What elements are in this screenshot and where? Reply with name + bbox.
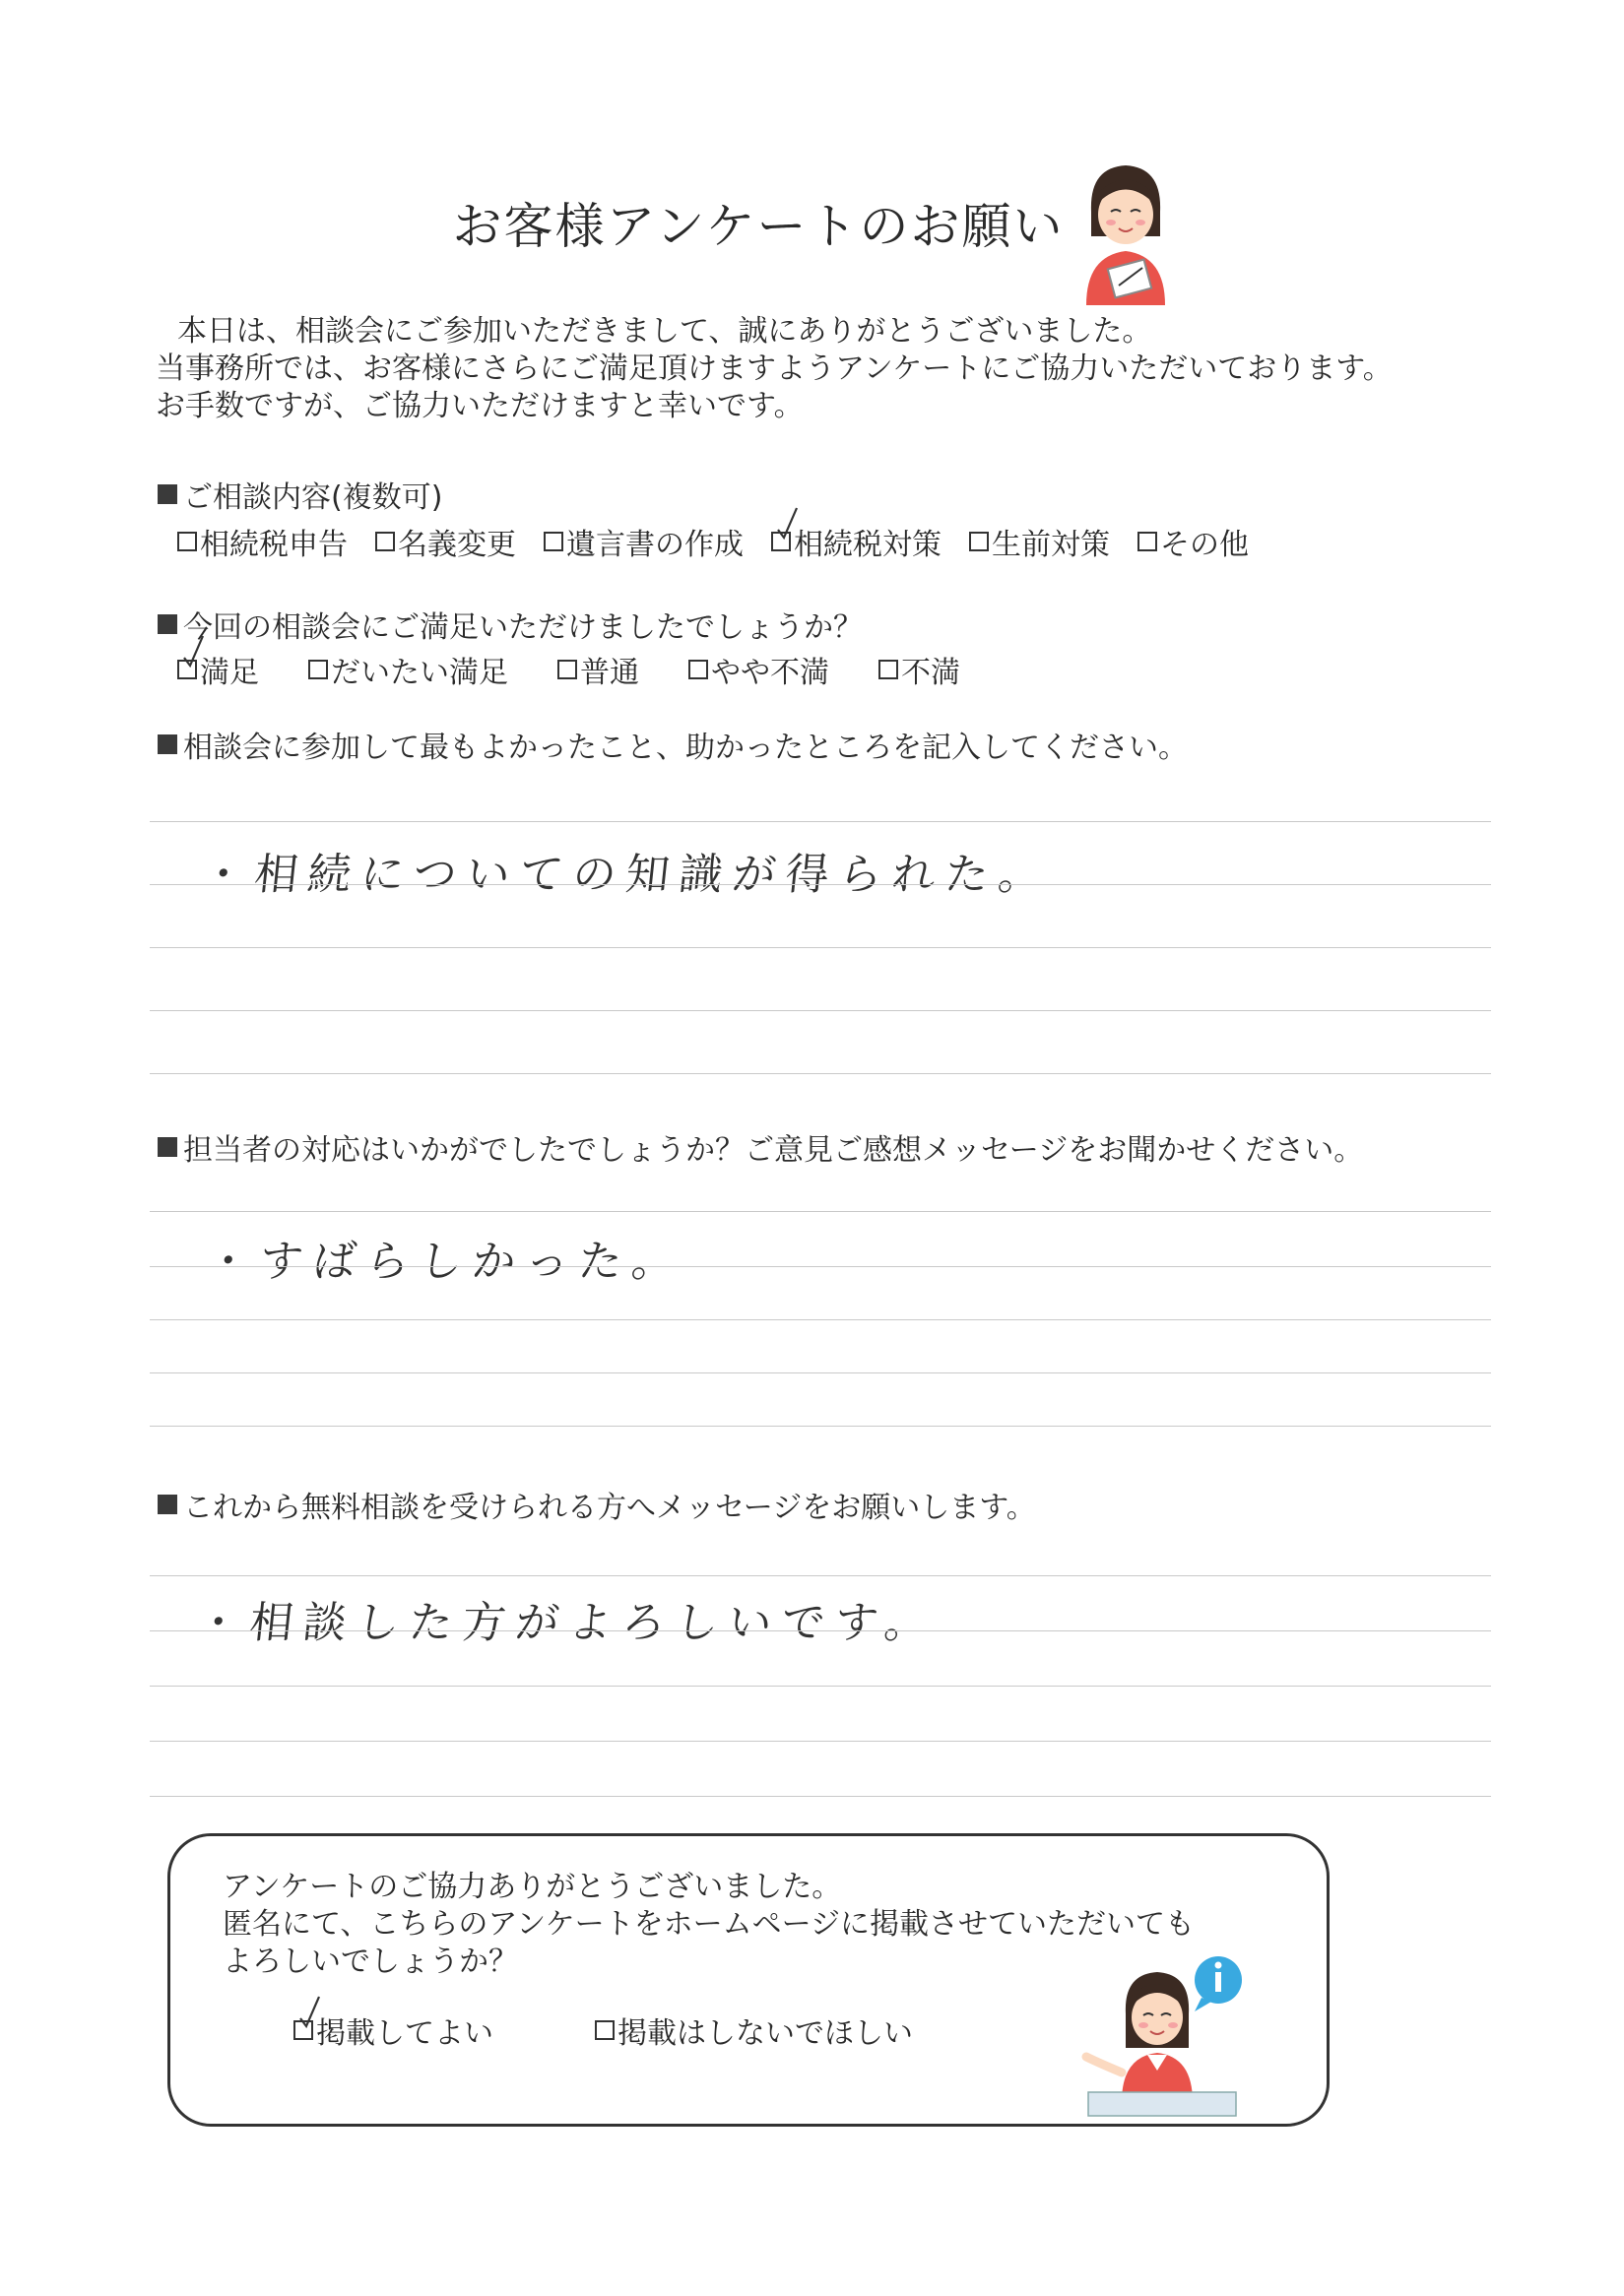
q2-heading	[158, 603, 863, 646]
writing-line	[150, 1266, 1491, 1267]
consent-yes-option[interactable]: 掲載してよい	[293, 2009, 493, 2052]
checkbox[interactable]	[595, 2020, 615, 2040]
closing-line-1: アンケートのご協力ありがとうございました。	[223, 1870, 842, 1904]
receptionist-illustration	[1078, 1954, 1256, 2122]
writing-line	[150, 947, 1491, 948]
writing-line	[150, 1211, 1491, 1212]
q1-option-pre-death-planning[interactable]: 生前対策	[969, 520, 1110, 563]
writing-line	[150, 1073, 1491, 1074]
checkbox[interactable]	[969, 532, 989, 551]
q2-options	[177, 648, 988, 691]
q1-option-inheritance-tax-planning[interactable]: 相続税対策	[771, 520, 942, 563]
intro-line-1: 本日は、相談会にご参加いただきまして、誠にありがとうございました。	[177, 314, 1152, 349]
q2-option-satisfied[interactable]: 満足	[177, 648, 259, 691]
q1-heading-text: ご相談内容(複数可)	[183, 480, 443, 515]
handwritten-check-icon	[181, 634, 207, 670]
writing-line	[150, 1575, 1491, 1576]
q3-heading	[158, 723, 1188, 766]
q2-option-mostly-satisfied[interactable]: だいたい満足	[308, 648, 508, 691]
q4-heading-text: 担当者の対応はいかがでしたでしょうか？ご意見ご感想メッセージをお聞かせください。	[183, 1133, 1364, 1168]
handwritten-check-icon	[775, 506, 801, 542]
square-bullet-icon	[158, 1137, 177, 1157]
closing-text	[223, 1869, 1195, 1981]
q5-heading-text: これから無料相談を受けられる方へメッセージをお願いします。	[183, 1491, 1036, 1525]
q5-answer[interactable]: ・相談した方がよろしいです。	[193, 1598, 941, 1648]
writing-line	[150, 884, 1491, 885]
square-bullet-icon	[158, 614, 177, 634]
checkbox[interactable]	[308, 660, 328, 679]
q4-answer[interactable]: ・すばらしかった。	[203, 1237, 688, 1287]
q1-option-title-change[interactable]: 名義変更	[375, 520, 516, 563]
intro-text	[156, 313, 1393, 425]
q1-option-other[interactable]: その他	[1137, 520, 1249, 563]
writing-line	[150, 1319, 1491, 1320]
writing-line	[150, 1372, 1491, 1373]
intro-line-2: 当事務所では、お客様にさらにご満足頂けますようアンケートにご協力いただいております。	[156, 351, 1393, 386]
q1-option-inheritance-tax-filing[interactable]: 相続税申告	[177, 520, 348, 563]
q2-option-neutral[interactable]: 普通	[557, 648, 639, 691]
q1-option-will-preparation[interactable]: 遺言書の作成	[544, 520, 744, 563]
writing-line	[150, 1686, 1491, 1687]
page-title: お客様アンケートのお願い	[452, 198, 1065, 255]
handwritten-check-icon	[297, 1995, 323, 2030]
writing-line	[150, 1010, 1491, 1011]
q2-heading-text: 今回の相談会にご満足いただけましたでしょうか？	[183, 610, 863, 645]
square-bullet-icon	[158, 484, 177, 504]
q2-option-dissatisfied[interactable]: 不満	[878, 648, 960, 691]
closing-line-2: 匿名にて、こちらのアンケートをホームページに掲載させていただいても	[223, 1907, 1195, 1942]
writing-line	[150, 1426, 1491, 1427]
intro-line-3: お手数ですが、ご協力いただけますと幸いです。	[156, 389, 804, 423]
consent-no-option[interactable]: 掲載はしないでほしい	[595, 2009, 913, 2052]
q1-heading	[158, 473, 442, 516]
q4-heading	[158, 1125, 1363, 1169]
closing-line-3: よろしいでしょうか？	[223, 1945, 518, 1979]
checkbox[interactable]	[688, 660, 708, 679]
writing-line	[150, 1630, 1491, 1631]
writing-line	[150, 1796, 1491, 1797]
square-bullet-icon	[158, 734, 177, 754]
checkbox[interactable]	[375, 532, 395, 551]
checkbox[interactable]	[177, 532, 197, 551]
q5-heading	[158, 1483, 1036, 1526]
woman-clipboard-illustration	[1072, 158, 1180, 305]
square-bullet-icon	[158, 1495, 177, 1514]
checkbox[interactable]	[557, 660, 577, 679]
writing-line	[150, 821, 1491, 822]
q2-option-somewhat-dissatisfied[interactable]: やや不満	[688, 648, 829, 691]
checkbox[interactable]	[544, 532, 563, 551]
q3-heading-text: 相談会に参加して最もよかったこと、助かったところを記入してください。	[183, 731, 1188, 765]
checkbox[interactable]	[1137, 532, 1157, 551]
writing-line	[150, 1741, 1491, 1742]
checkbox[interactable]	[878, 660, 898, 679]
q1-options	[177, 520, 1276, 563]
q3-answer[interactable]: ・相続についての知識が得られた。	[198, 850, 1055, 900]
